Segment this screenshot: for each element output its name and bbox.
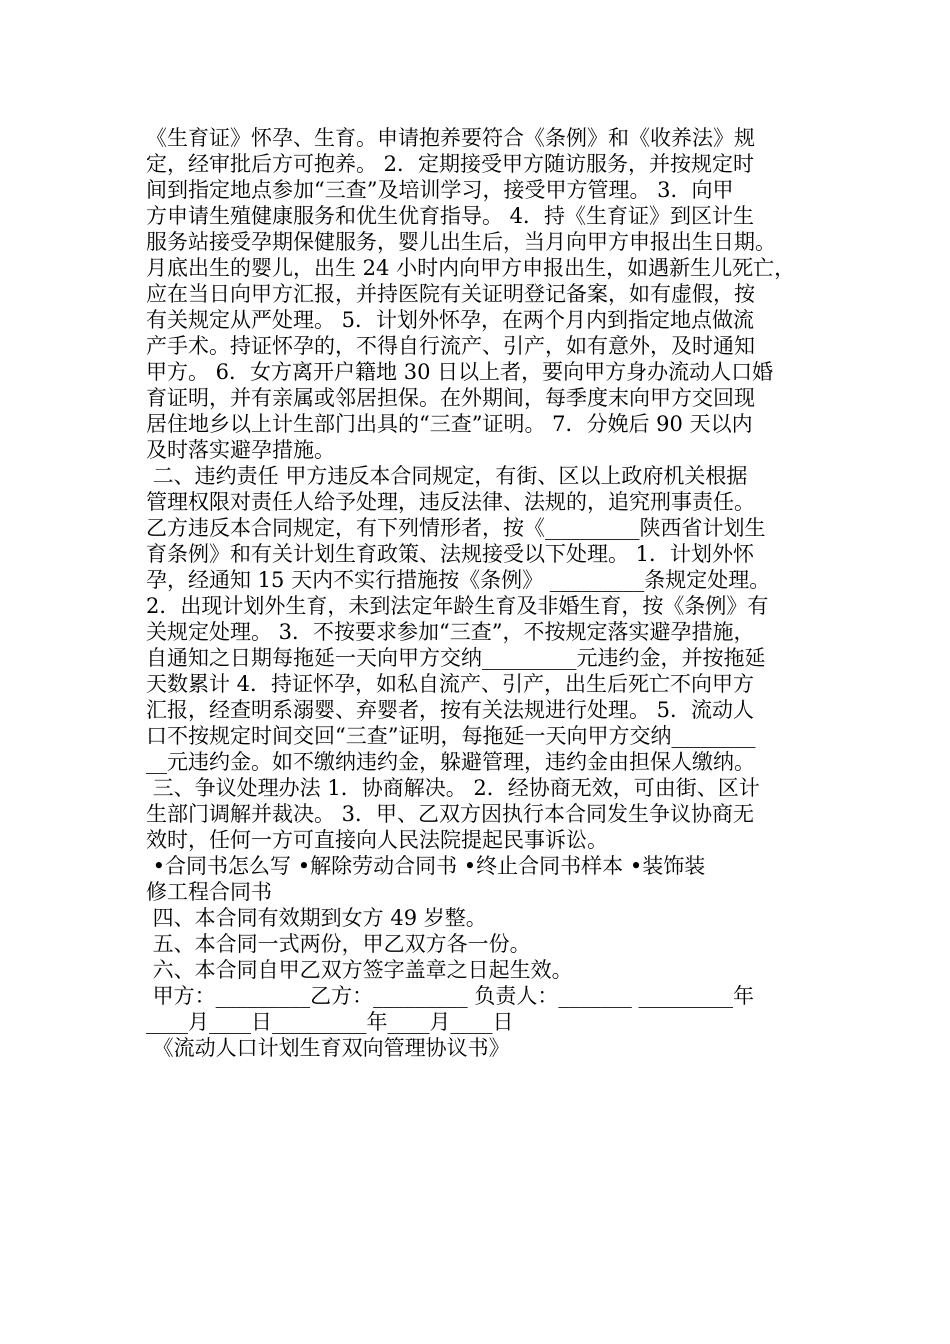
text-line: __元违约金。如不缴纳违约金，躲避管理，违约金由担保人缴纳。 xyxy=(146,750,755,774)
text-line: 效时，任何一方可直接向人民法院提起民事诉讼。 xyxy=(146,828,608,852)
signature-date-line: ____月____日_________年____月____日 xyxy=(146,1010,514,1034)
text-line: 有关规定从严处理。 5．计划外怀孕，在两个月内到指定地点做流 xyxy=(146,308,755,332)
text-line: 定，经审批后方可抱养。 2．定期接受甲方随访服务，并按规定时 xyxy=(146,152,755,176)
text-line: 育条例》和有关计划生育政策、法规接受以下处理。 1．计划外怀 xyxy=(146,542,755,566)
related-links-line: 修工程合同书 xyxy=(146,880,272,904)
section-heading-line: 四、本合同有效期到女方 49 岁整。 xyxy=(146,906,487,930)
text-line: 间到指定地点参加“三查”及培训学习，接受甲方管理。 3．向甲 xyxy=(146,178,734,202)
text-line: 2．出现计划外生育，未到法定年龄生育及非婚生育，按《条例》有 xyxy=(146,594,769,618)
text-line: 生部门调解并裁决。 3．甲、乙双方因执行本合同发生争议协商无 xyxy=(146,802,755,826)
text-line: 乙方违反本合同规定，有下列情形者，按《_________陕西省计划生 xyxy=(146,516,766,540)
text-line: 服务站接受孕期保健服务，婴儿出生后，当月向甲方申报出生日期。 xyxy=(146,230,776,254)
text-line: 管理权限对责任人给予处理，违反法律、法规的，追究刑事责任。 xyxy=(146,490,755,514)
section-heading-line: 三、争议处理办法 1．协商解决。 2．经协商无效，可由街、区计 xyxy=(146,776,760,800)
text-line: 月底出生的婴儿，出生 24 小时内向甲方申报出生，如遇新生儿死亡， xyxy=(146,256,796,280)
text-line: 口不按规定时间交回“三查”证明，每拖延一天向甲方交纳________ xyxy=(146,724,756,748)
text-line: 育证明，并有亲属或邻居担保。在外期间，每季度末向甲方交回现 xyxy=(146,386,755,410)
text-line: 居住地乡以上计生部门出具的“三查”证明。 7．分娩后 90 天以内 xyxy=(146,412,753,436)
text-line: 及时落实避孕措施。 xyxy=(146,438,335,462)
text-line: 甲方。 6．女方离开户籍地 30 日以上者，要向甲方身办流动人口婚 xyxy=(146,360,774,384)
section-heading-line: 二、违约责任 甲方违反本合同规定，有街、区以上政府机关根据 xyxy=(146,464,748,488)
text-line: 方申请生殖健康服务和优生优育指导。 4．持《生育证》到区计生 xyxy=(146,204,755,228)
text-line: 孕，经通知 15 天内不实行措施按《条例》 _________条规定处理。 xyxy=(146,568,771,592)
signature-line: 甲方：_________乙方：_________ 负责人：_______ _________年 xyxy=(146,984,755,1008)
text-line: 天数累计 4．持证怀孕，如私自流产、引产，出生后死亡不向甲方 xyxy=(146,672,755,696)
text-line: 关规定处理。 3．不按要求参加“三查”，不按规定落实避孕措施， xyxy=(146,620,755,644)
text-line: 《生育证》怀孕、生育。申请抱养要符合《条例》和《收养法》规 xyxy=(146,126,755,150)
related-links-line: •合同书怎么写 •解除劳动合同书 •终止合同书样本 •装饰装 xyxy=(146,854,706,878)
text-line: 自通知之日期每拖延一天向甲方交纳_________元违约金，并按拖延 xyxy=(146,646,766,670)
section-heading-line: 六、本合同自甲乙双方签字盖章之日起生效。 xyxy=(146,958,573,982)
section-heading-line: 五、本合同一式两份，甲乙双方各一份。 xyxy=(146,932,531,956)
text-line: 汇报，经查明系溺婴、弃婴者，按有关法规进行处理。 5．流动人 xyxy=(146,698,755,722)
document-title-line: 《流动人口计划生育双向管理协议书》 xyxy=(146,1036,510,1060)
text-line: 产手术。持证怀孕的，不得自行流产、引产，如有意外，及时通知 xyxy=(146,334,755,358)
text-line: 应在当日向甲方汇报，并持医院有关证明登记备案，如有虚假，按 xyxy=(146,282,755,306)
